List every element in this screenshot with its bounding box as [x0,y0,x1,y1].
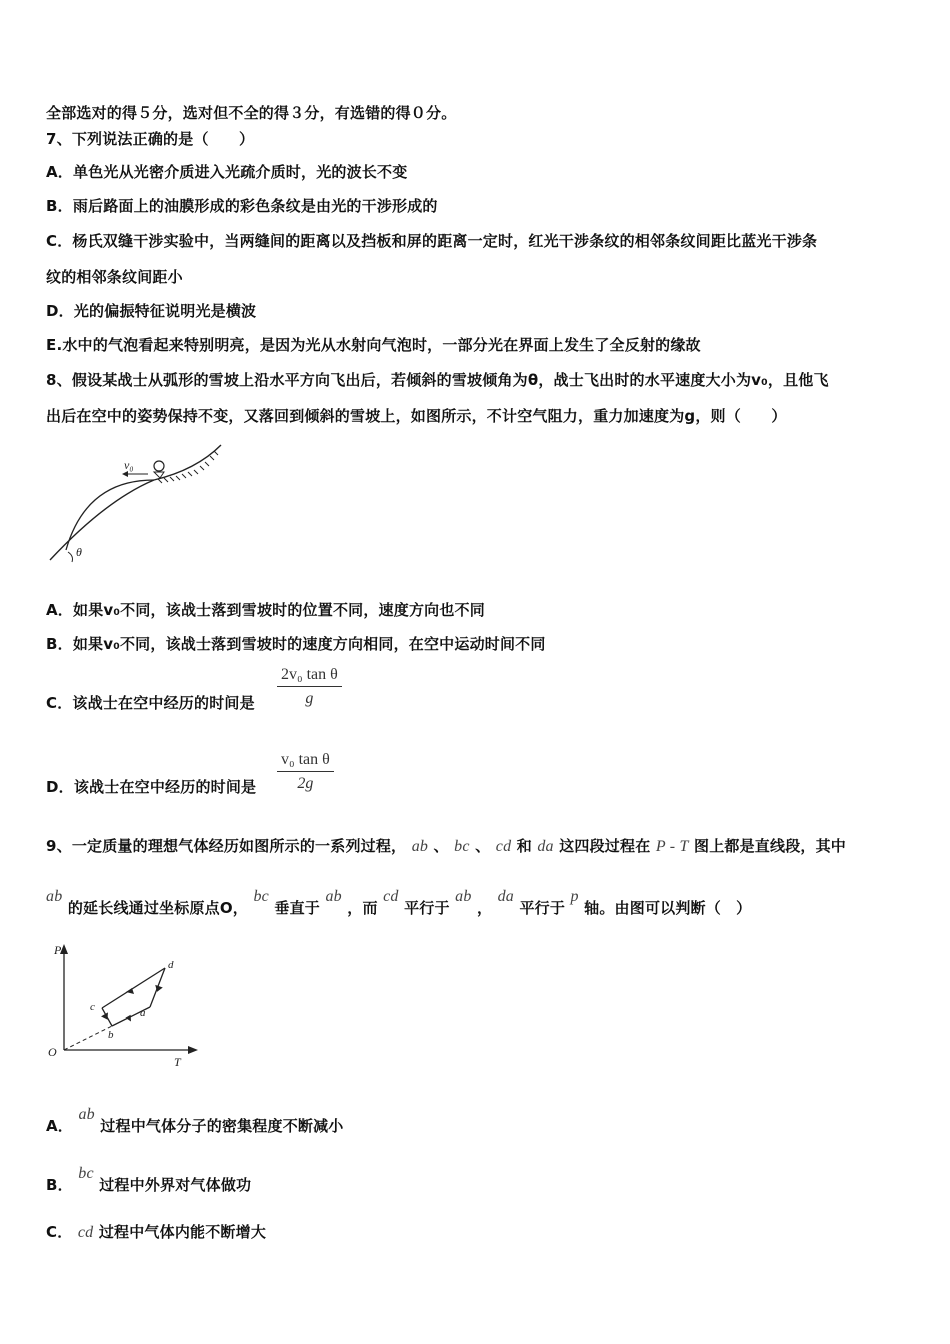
q7-option-c-line2: 纹的相邻条纹间距小 [46,268,183,286]
option-label: C． [46,1223,73,1241]
q7-option-d: D．光的偏振特征说明光是横波 [46,302,257,320]
slope-curve [50,445,221,560]
axis-p-label: P [54,943,62,957]
math-ab: ab [411,838,429,855]
q8-ski-slope-figure [46,440,236,565]
q9-text: 这四段过程在 [559,837,651,855]
option-text: 过程中气体分子的密集程度不断减小 [100,1117,344,1135]
q8-option-d: D．该战士在空中经历的时间是 [46,778,257,796]
q8-stem-line1: 8、假设某战士从弧形的雪坡上沿水平方向飞出后，若倾斜的雪坡倾角为θ，战士飞出时的水平速度大小为v₀，且他飞 [46,371,829,389]
q9-text: 图上都是直线段，其中 [694,837,847,855]
math-bc: bc [78,1165,94,1182]
math-ab: ab [46,888,63,905]
axis-t-label: T [174,1055,181,1069]
q9-text: 、 [433,837,449,855]
math-pt: P - T [655,838,689,855]
q9-option-c [46,1221,266,1242]
q9-text: ， [476,899,493,917]
math-bc: bc [253,888,269,905]
q9-text: 和 [516,837,532,855]
fraction-denominator: 2g [297,775,314,792]
q9-text: 垂直于 [274,899,320,917]
q7-option-c-line1: C．杨氏双缝干涉实验中，当两缝间的距离以及挡板和屏的距离一定时，红光干涉条纹的相邻条纹间距比蓝光干涉条 [46,232,818,250]
q7-option-a: A．单色光从光密介质进入光疏介质时，光的波长不变 [46,163,408,181]
q9-option-b [46,1165,252,1195]
math-cd: cd [495,838,512,855]
q9-text: ，而 [347,899,378,917]
math-bc: bc [454,838,470,855]
q9-stem-line1 [46,835,846,856]
option-text: 过程中气体内能不断增大 [98,1223,267,1241]
q8-option-a: A．如果v₀不同，该战士落到雪坡时的位置不同，速度方向也不同 [46,601,485,619]
fraction-numerator: v₀ tan θ [277,751,334,772]
q8-stem-line2: 出后在空中的姿势保持不变，又落回到倾斜的雪坡上，如图所示，不计空气阻力，重力加速度为g，则（ ） [46,407,787,425]
fraction-numerator: 2v₀ tan θ [277,666,342,687]
q9-text: 平行于 [404,899,450,917]
point-b-label: b [108,1029,114,1041]
math-da: da [537,838,554,855]
origin-label: O [48,1045,57,1059]
q9-text: 轴。由图可以判断（ ） [584,899,752,917]
point-a-label: a [140,1007,146,1019]
point-c-label: c [90,1001,95,1013]
option-label: A． [46,1117,74,1135]
q8-option-c-fraction [277,666,342,708]
q7-option-b: B．雨后路面上的油膜形成的彩色条纹是由光的干涉形成的 [46,197,438,215]
point-d-label: d [168,959,174,971]
math-ab: ab [325,888,342,905]
trajectory-arc [66,480,154,550]
skier-icon [154,461,164,471]
fraction-denominator: g [305,690,314,707]
q7-option-e: E.水中的气泡看起来特别明亮，是因为光从水射向气泡时，一部分光在界面上发生了全反射的缘故 [46,336,701,354]
math-cd: cd [383,888,399,905]
q9-stem-line2 [46,888,752,918]
q8-option-b: B．如果v₀不同，该战士落到雪坡时的速度方向相同，在空中运动时间不同 [46,635,546,653]
segment-cd [102,968,165,1008]
q8-option-c: C．该战士在空中经历的时间是 [46,694,255,712]
option-text: 过程中外界对气体做功 [99,1176,252,1194]
fig-theta-label: θ [76,545,82,559]
math-da: da [497,888,515,905]
q9-text: 平行于 [519,899,566,917]
math-ab: ab [78,1106,95,1123]
intro-line: 全部选对的得５分，选对但不全的得３分，有选错的得０分。 [46,104,457,122]
math-p: p [570,888,579,905]
q9-text: 9、一定质量的理想气体经历如图所示的一系列过程， [46,837,407,855]
q9-text: 的延长线通过坐标原点O， [67,899,248,917]
fig-v0-label: v₀ [124,458,134,472]
math-ab: ab [455,888,472,905]
q8-option-d-fraction [277,751,334,793]
q9-pt-diagram [42,940,202,1072]
q9-option-a [46,1106,344,1136]
q7-stem: 7、下列说法正确的是（ ） [46,130,255,148]
math-cd: cd [77,1224,94,1241]
option-label: B． [46,1176,73,1194]
q9-text: 、 [475,837,491,855]
